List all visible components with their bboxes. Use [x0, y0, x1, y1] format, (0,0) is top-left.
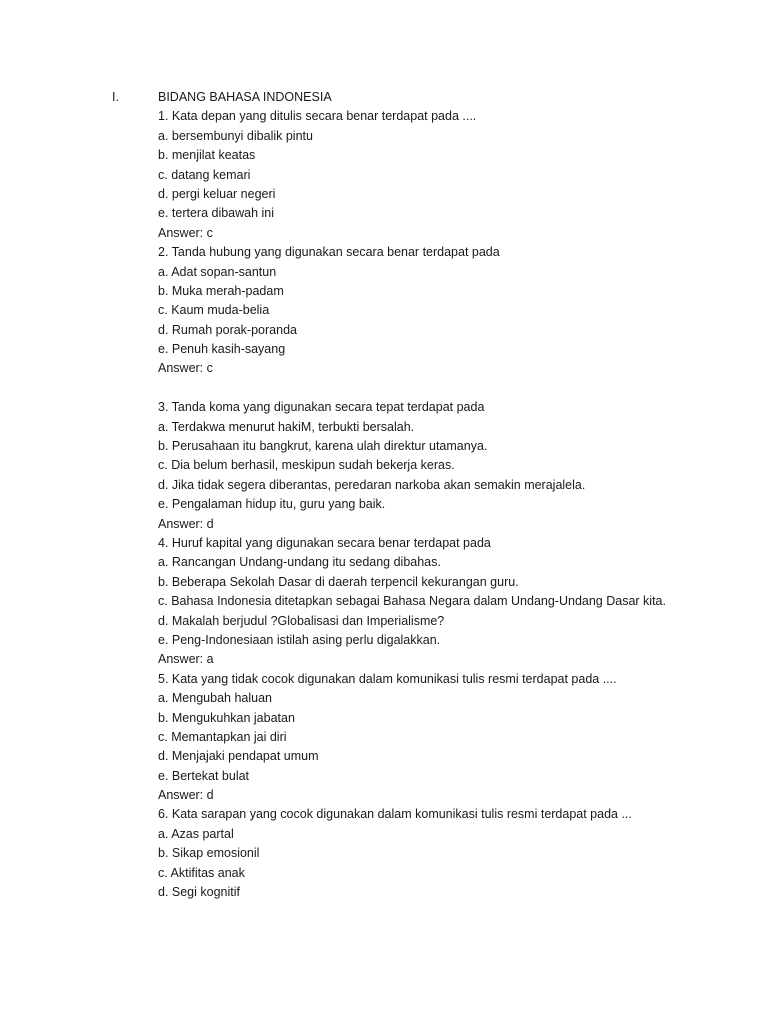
question-4-option-a: a. Rancangan Undang-undang itu sedang dibahas.	[158, 555, 441, 570]
question-2-prompt: 2. Tanda hubung yang digunakan secara benar terdapat pada	[158, 245, 500, 260]
question-1-prompt: 1. Kata depan yang ditulis secara benar terdapat pada ....	[158, 109, 477, 124]
question-5-answer: Answer: d	[158, 788, 214, 803]
question-3-answer: Answer: d	[158, 516, 214, 531]
question-4-answer: Answer: a	[158, 652, 214, 667]
question-3-option-b: b. Perusahaan itu bangkrut, karena ulah direktur utamanya.	[158, 439, 488, 454]
question-2-option-a: a. Adat sopan-santun	[158, 264, 277, 279]
question-6-prompt: 6. Kata sarapan yang cocok digunakan dalam komunikasi tulis resmi terdapat pada ...	[158, 807, 632, 822]
question-1-option-e: e. tertera dibawah ini	[158, 206, 275, 221]
question-1-answer: Answer: c	[158, 225, 213, 240]
question-5-prompt: 5. Kata yang tidak cocok digunakan dalam komunikasi tulis resmi terdapat pada ....	[158, 671, 617, 686]
question-5-option-d: d. Menjajaki pendapat umum	[158, 749, 319, 764]
question-3-prompt: 3. Tanda koma yang digunakan secara tepat terdapat pada	[158, 400, 485, 415]
question-4-option-c: c. Bahasa Indonesia ditetapkan sebagai Bahasa Negara dalam Undang-Undang Dasar kita.	[158, 594, 666, 609]
question-3-option-e: e. Pengalaman hidup itu, guru yang baik.	[158, 497, 386, 512]
question-2-answer: Answer: c	[158, 361, 213, 376]
question-1-option-b: b. menjilat keatas	[158, 148, 256, 163]
blank-line	[158, 379, 738, 398]
question-list	[158, 88, 738, 902]
section-title: BIDANG BAHASA INDONESIA	[158, 90, 332, 104]
question-5-option-b: b. Mengukuhkan jabatan	[158, 710, 295, 725]
question-2-option-c: c. Kaum muda-belia	[158, 303, 270, 318]
question-6-option-d: d. Segi kognitif	[158, 885, 240, 900]
question-5-option-c: c. Memantapkan jai diri	[158, 729, 287, 744]
question-4-option-d: d. Makalah berjudul ?Globalisasi dan Imperialisme?	[158, 613, 445, 628]
question-1-option-c: c. datang kemari	[158, 167, 251, 182]
question-4-prompt: 4. Huruf kapital yang digunakan secara benar terdapat pada	[158, 535, 491, 550]
question-1-option-d: d. pergi keluar negeri	[158, 186, 276, 201]
question-1-option-a: a. bersembunyi dibalik pintu	[158, 128, 313, 143]
question-3-option-a: a. Terdakwa menurut hakiM, terbukti bersalah.	[158, 419, 415, 434]
question-4-option-b: b. Beberapa Sekolah Dasar di daerah terpencil kekurangan guru.	[158, 574, 519, 589]
question-5-option-e: e. Bertekat bulat	[158, 768, 250, 783]
question-6-option-a: a. Azas partal	[158, 826, 234, 841]
question-4-option-e: e. Peng-Indonesiaan istilah asing perlu digalakkan.	[158, 632, 441, 647]
question-6-option-c: c. Aktifitas anak	[158, 865, 245, 880]
question-3-option-d: d. Jika tidak segera diberantas, peredaran narkoba akan semakin merajalela.	[158, 477, 586, 492]
section-number: I.	[112, 90, 119, 104]
question-6-option-b: b. Sikap emosionil	[158, 846, 260, 861]
question-2-option-b: b. Muka merah-padam	[158, 283, 284, 298]
question-2-option-e: e. Penuh kasih-sayang	[158, 342, 286, 357]
question-2-option-d: d. Rumah porak-poranda	[158, 322, 297, 337]
question-5-option-a: a. Mengubah haluan	[158, 691, 272, 706]
question-3-option-c: c. Dia belum berhasil, meskipun sudah bekerja keras.	[158, 458, 455, 473]
